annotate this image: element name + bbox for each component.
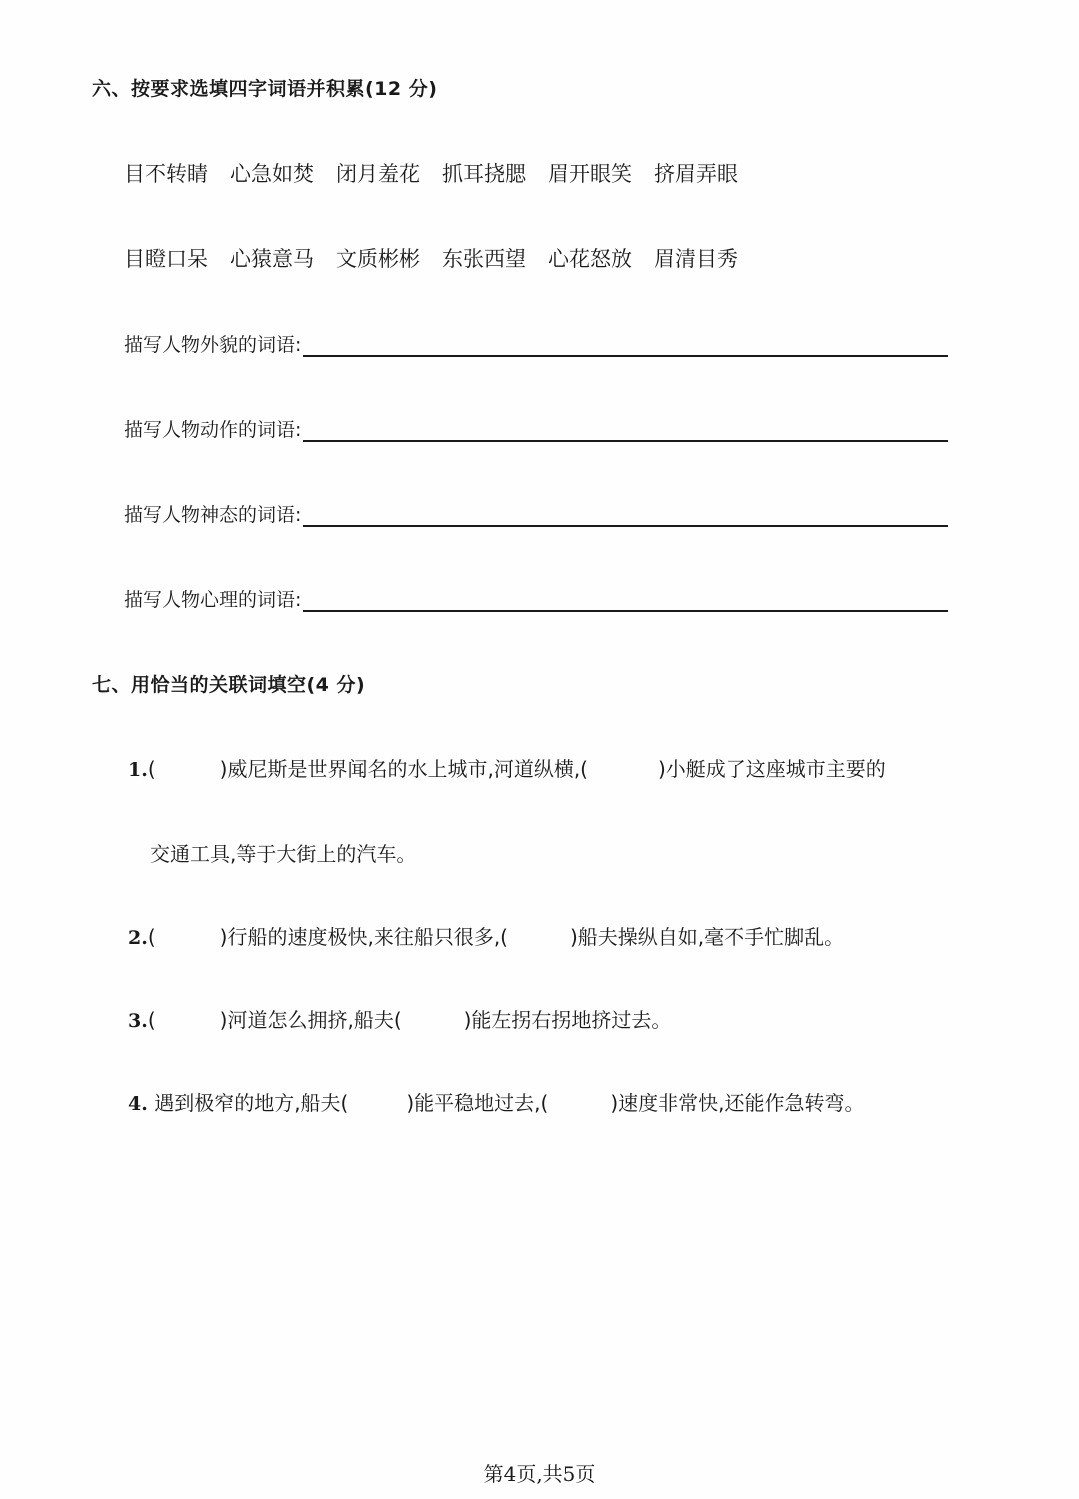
word-bank-item: 心急如焚 bbox=[230, 162, 314, 186]
word-bank-item: 闭月羞花 bbox=[336, 162, 420, 186]
open-paren: ( bbox=[147, 925, 156, 949]
open-paren: ( bbox=[147, 1008, 156, 1032]
word-bank-item: 心花怒放 bbox=[548, 247, 632, 271]
question-3-number: 3. bbox=[128, 1010, 148, 1032]
word-bank-row-2 bbox=[124, 243, 760, 273]
question-3 bbox=[128, 1004, 671, 1033]
question-1-text-b: )小艇成了这座城市主要的 bbox=[657, 757, 886, 781]
word-bank-item: 东张西望 bbox=[442, 247, 526, 271]
word-bank-item: 眉开眼笑 bbox=[548, 162, 632, 186]
word-bank-item: 目瞪口呆 bbox=[124, 247, 208, 271]
question-3-text-b: )能左拐右拐地挤过去。 bbox=[463, 1008, 672, 1032]
fill-action-label: 描写人物动作的词语: bbox=[124, 419, 302, 441]
section-7-title: 七、用恰当的关联词填空(4 分) bbox=[92, 674, 366, 696]
question-4-number: 4. bbox=[128, 1093, 148, 1115]
page-number-footer: 第4页,共5页 bbox=[483, 1462, 596, 1486]
fill-mind-answer-line[interactable] bbox=[303, 592, 948, 612]
fill-action-answer-line[interactable] bbox=[303, 422, 948, 442]
fill-appearance-row bbox=[124, 330, 948, 357]
question-2-text-a: )行船的速度极快,来往船只很多,( bbox=[219, 925, 508, 949]
fill-expression-answer-line[interactable] bbox=[303, 507, 948, 527]
question-3-text-a: )河道怎么拥挤,船夫( bbox=[219, 1008, 402, 1032]
fill-appearance-answer-line[interactable] bbox=[303, 337, 948, 357]
word-bank-row-1 bbox=[124, 158, 760, 188]
fill-mind-row bbox=[124, 585, 948, 612]
fill-mind-label: 描写人物心理的词语: bbox=[124, 589, 302, 611]
fill-expression-row bbox=[124, 500, 948, 527]
question-1-text-a: )威尼斯是世界闻名的水上城市,河道纵横,( bbox=[219, 757, 588, 781]
question-4 bbox=[128, 1087, 865, 1116]
question-4-text-b: )能平稳地过去,( bbox=[406, 1091, 549, 1115]
word-bank-item: 目不转睛 bbox=[124, 162, 208, 186]
fill-action-row bbox=[124, 415, 948, 442]
question-2-text-b: )船夫操纵自如,毫不手忙脚乱。 bbox=[569, 925, 845, 949]
question-1-line-1 bbox=[128, 753, 886, 782]
word-bank-item: 眉清目秀 bbox=[654, 247, 738, 271]
word-bank-item: 文质彬彬 bbox=[336, 247, 420, 271]
word-bank-item: 挤眉弄眼 bbox=[654, 162, 738, 186]
fill-appearance-label: 描写人物外貌的词语: bbox=[124, 334, 302, 356]
section-6-title: 六、按要求选填四字词语并积累(12 分) bbox=[92, 78, 438, 100]
question-1-number: 1. bbox=[128, 759, 148, 781]
question-2-number: 2. bbox=[128, 927, 148, 949]
open-paren: ( bbox=[147, 757, 156, 781]
word-bank-item: 心猿意马 bbox=[230, 247, 314, 271]
word-bank-item: 抓耳挠腮 bbox=[442, 162, 526, 186]
question-2 bbox=[128, 921, 844, 950]
question-4-text-c: )速度非常快,还能作急转弯。 bbox=[610, 1091, 865, 1115]
fill-expression-label: 描写人物神态的词语: bbox=[124, 504, 302, 526]
question-1-line-2: 交通工具,等于大街上的汽车。 bbox=[150, 842, 417, 866]
question-4-text-a: 遇到极窄的地方,船夫( bbox=[154, 1091, 349, 1115]
